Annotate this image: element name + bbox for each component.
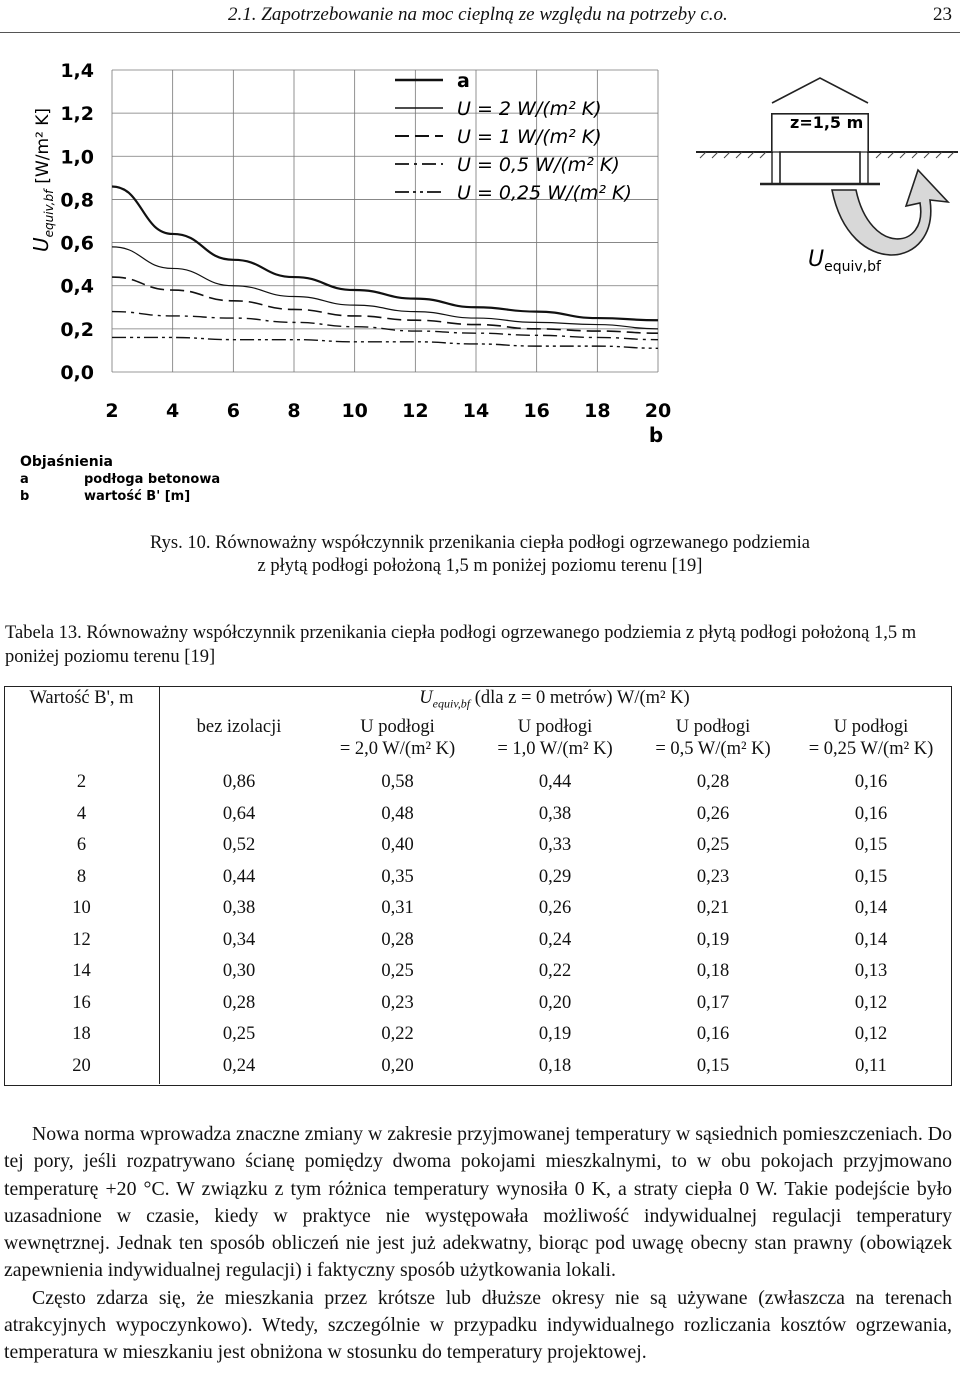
sub-header — [319, 716, 476, 760]
roof — [772, 78, 868, 103]
legend-label-4: U = 0,25 W/(m² K) — [457, 182, 632, 204]
y-label-sub: equiv,bf — [42, 189, 56, 238]
chart-legend — [395, 70, 632, 204]
table-cell: 0,23 — [381, 992, 414, 1013]
series-line-4 — [112, 337, 658, 348]
legend-label-2: U = 1 W/(m² K) — [457, 126, 602, 148]
inset-u-label: $U_{equiv,bf}$ — [808, 247, 881, 275]
x-tick-label: 6 — [226, 400, 240, 422]
basement — [780, 152, 860, 184]
table-cell: 0,15 — [696, 1055, 730, 1076]
y-label-unit: [W/m² K] — [33, 107, 53, 184]
table-cell: 0,86 — [222, 772, 256, 792]
y-tick-label: 1,2 — [60, 103, 94, 126]
x-tick-label: 12 — [402, 400, 429, 422]
table-cell: 0,38 — [222, 898, 256, 918]
row-b-value: 4 — [76, 803, 87, 824]
table-cell: 0,21 — [696, 898, 730, 918]
legend-label-3: U = 0,5 W/(m² K) — [457, 154, 620, 176]
table-cell: 0,16 — [854, 772, 888, 792]
legend-key-b: b — [20, 489, 30, 504]
running-title: 2.1. Zapotrzebowanie na moc cieplną ze względu na potrzeby c.o. — [228, 4, 728, 25]
y-tick-label: 0,0 — [60, 362, 94, 384]
table-cell: 0,28 — [381, 929, 414, 950]
sub-header-line1: U podłogi — [517, 717, 593, 737]
table-cell: 0,12 — [854, 992, 888, 1013]
sub-header — [634, 716, 792, 760]
table-cell: 0,34 — [222, 929, 256, 950]
table-cell: 0,14 — [854, 898, 888, 918]
table-cell: 0,20 — [538, 992, 572, 1013]
y-label-u: U — [29, 237, 53, 253]
table-cell: 0,22 — [381, 1024, 414, 1044]
table-cell: 0,16 — [854, 803, 888, 824]
legend-title: Objaśnienia — [20, 454, 113, 470]
row-b-value: 8 — [76, 866, 87, 887]
table-cell: 0,18 — [538, 1055, 572, 1076]
table-cell: 0,28 — [222, 992, 256, 1013]
y-tick-label: 1,0 — [60, 146, 94, 169]
sub-header-line1: U podłogi — [675, 717, 751, 737]
y-tick-label: 1,4 — [60, 60, 94, 82]
x-tick-label: 14 — [462, 400, 490, 422]
sub-header-line1: U podłogi — [833, 717, 909, 737]
table-cell: 0,11 — [855, 1055, 887, 1076]
col-header-b: Wartość B', m — [29, 688, 134, 708]
table-cell: 0,64 — [222, 803, 256, 824]
explanations — [20, 454, 220, 504]
legend-key-a: a — [20, 472, 29, 487]
table-cell: 0,48 — [381, 803, 414, 824]
table-cell: 0,38 — [538, 803, 572, 824]
y-tick-label: 0,8 — [60, 189, 94, 212]
sub-header-line2: = 1,0 W/(m² K) — [497, 739, 613, 759]
body-text — [4, 1121, 952, 1367]
sub-header-line2: = 2,0 W/(m² K) — [339, 739, 456, 759]
table-cell: 0,18 — [696, 961, 730, 981]
table-cell: 0,24 — [222, 1055, 256, 1076]
table-cell: 0,31 — [381, 898, 414, 918]
table-cell: 0,26 — [696, 803, 730, 824]
table-cell: 0,23 — [696, 866, 730, 887]
group-header: $U_{equiv,bf}$ (dla z = 0 metrów) W/(m² K) — [419, 688, 690, 711]
page-number: 23 — [933, 4, 952, 25]
table-cell: 0,44 — [538, 772, 572, 792]
table-cell: 0,13 — [854, 961, 888, 981]
table-cell: 0,22 — [538, 961, 572, 981]
row-b-value: 12 — [72, 929, 91, 950]
table-cell: 0,35 — [381, 866, 414, 887]
y-axis-label — [29, 108, 56, 252]
x-tick-label: 10 — [341, 400, 368, 422]
table-cell: 0,25 — [381, 961, 414, 981]
table-cell: 0,44 — [222, 866, 256, 887]
table-cell: 0,25 — [222, 1024, 256, 1044]
table-cell: 0,20 — [381, 1055, 414, 1076]
table-cell: 0,12 — [854, 1024, 888, 1044]
row-b-value: 14 — [72, 961, 91, 981]
sub-header-line2: = 0,5 W/(m² K) — [655, 739, 771, 759]
y-tick-label: 0,6 — [60, 232, 94, 255]
series-line-0 — [112, 186, 658, 320]
table-cell: 0,29 — [538, 866, 572, 887]
x-tick-label: 18 — [584, 400, 611, 422]
table-cell: 0,16 — [696, 1024, 730, 1044]
x-axis-label: b — [648, 423, 664, 447]
legend-text-b: wartość B' [m] — [84, 489, 191, 504]
table-cell: 0,19 — [696, 929, 730, 950]
page-header — [0, 2, 960, 32]
table-cell: 0,58 — [381, 772, 414, 792]
sub-header-line1: bez izolacji — [196, 717, 282, 737]
sub-header — [792, 716, 950, 760]
svg-text:Uequiv,bf[W/m² K] — [29, 108, 56, 252]
table-cell: 0,33 — [538, 835, 572, 855]
sub-header-line2: = 0,25 W/(m² K) — [808, 739, 934, 759]
sub-header-line1: U podłogi — [360, 717, 435, 737]
x-tick-label: 20 — [644, 400, 672, 422]
table-cell: 0,26 — [538, 898, 572, 918]
sub-header — [476, 716, 634, 760]
row-b-value: 6 — [76, 835, 87, 855]
data-table — [4, 686, 952, 1086]
paragraph: Często zdarza się, że mieszkania przez krótsze lub dłuższe okresy nie są używane (zwłaszcza na terenach atrakcyjnych wypoczynkowo). Wtedy, szczególnie w przypadku indywidualnego rozliczania kosztów ogrzewania, temperatura w mieszkaniu jest obniżona w stosunku do temperatury projektowej. — [4, 1286, 952, 1364]
inset-depth-label: z=1,5 m — [790, 113, 864, 132]
table-cell: 0,25 — [696, 835, 730, 855]
table-cell: 0,15 — [854, 835, 888, 855]
table-cell: 0,24 — [538, 929, 572, 950]
table-cell: 0,17 — [696, 992, 730, 1013]
row-b-value: 2 — [76, 772, 87, 792]
row-b-value: 10 — [72, 898, 91, 918]
x-tick-label: 16 — [523, 400, 550, 422]
legend-label-0: a — [457, 70, 470, 92]
table-cell: 0,15 — [854, 866, 888, 887]
row-b-value: 18 — [72, 1024, 91, 1044]
x-tick-label: 8 — [287, 400, 301, 422]
figure-caption-line2: z płytą podłogi położoną 1,5 m poniżej poziomu terenu [19] — [257, 556, 703, 576]
sub-header — [159, 716, 319, 738]
chart-series-lines — [112, 186, 658, 348]
table-caption: Tabela 13. Równoważny współczynnik przenikania ciepła podłogi ogrzewanego podziemia z płytą podłogi położoną 1,5 m poniżej poziomu terenu [19] — [5, 623, 917, 667]
legend-text-a: podłoga betonowa — [84, 472, 221, 487]
header-rule — [0, 32, 960, 33]
figure-chart — [0, 40, 960, 540]
table-cell: 0,52 — [222, 835, 256, 855]
table-cell: 0,28 — [696, 772, 730, 792]
figure-caption-line1: Rys. 10. Równoważny współczynnik przenikania ciepła podłogi ogrzewanego podziemia — [150, 533, 810, 553]
y-tick-label: 0,2 — [60, 318, 94, 341]
paragraph: Nowa norma wprowadza znaczne zmiany w zakresie przyjmowanej temperatury w sąsiednich pomieszczeniach. Do tej pory, jeśli rozpatrywano ścianę pomiędzy dwoma pokojami mieszkalnymi, to w obu pokojach przyjmowano temperaturę +20 °C. W związku z tym różnica temperatury wynosiła 0 K, a straty ciepła 0 W. Takie podejście było uzasadnione w czasie, kiedy w praktyce nie występowała możliwość indywidualnej regulacji temperatury wewnętrznej. Jednak ten sposób obliczeń nie jest już adekwatny, biorąc pod uwagę obecny stan prawny (obowiązek zapewnienia indywidualnej regulacji) i faktyczny sposób użytkowania lokali. — [4, 1123, 952, 1282]
inset-building-diagram — [696, 78, 958, 275]
table-cell: 0,30 — [222, 961, 256, 981]
table-cell: 0,19 — [538, 1024, 572, 1044]
x-tick-label: 2 — [105, 400, 119, 422]
y-tick-label: 0,4 — [60, 275, 94, 298]
legend-label-1: U = 2 W/(m² K) — [457, 98, 602, 120]
table-cell: 0,14 — [854, 929, 888, 950]
row-b-value: 16 — [72, 992, 91, 1013]
x-tick-label: 4 — [166, 400, 180, 422]
row-b-value: 20 — [72, 1055, 91, 1076]
table-cell: 0,40 — [381, 835, 414, 855]
